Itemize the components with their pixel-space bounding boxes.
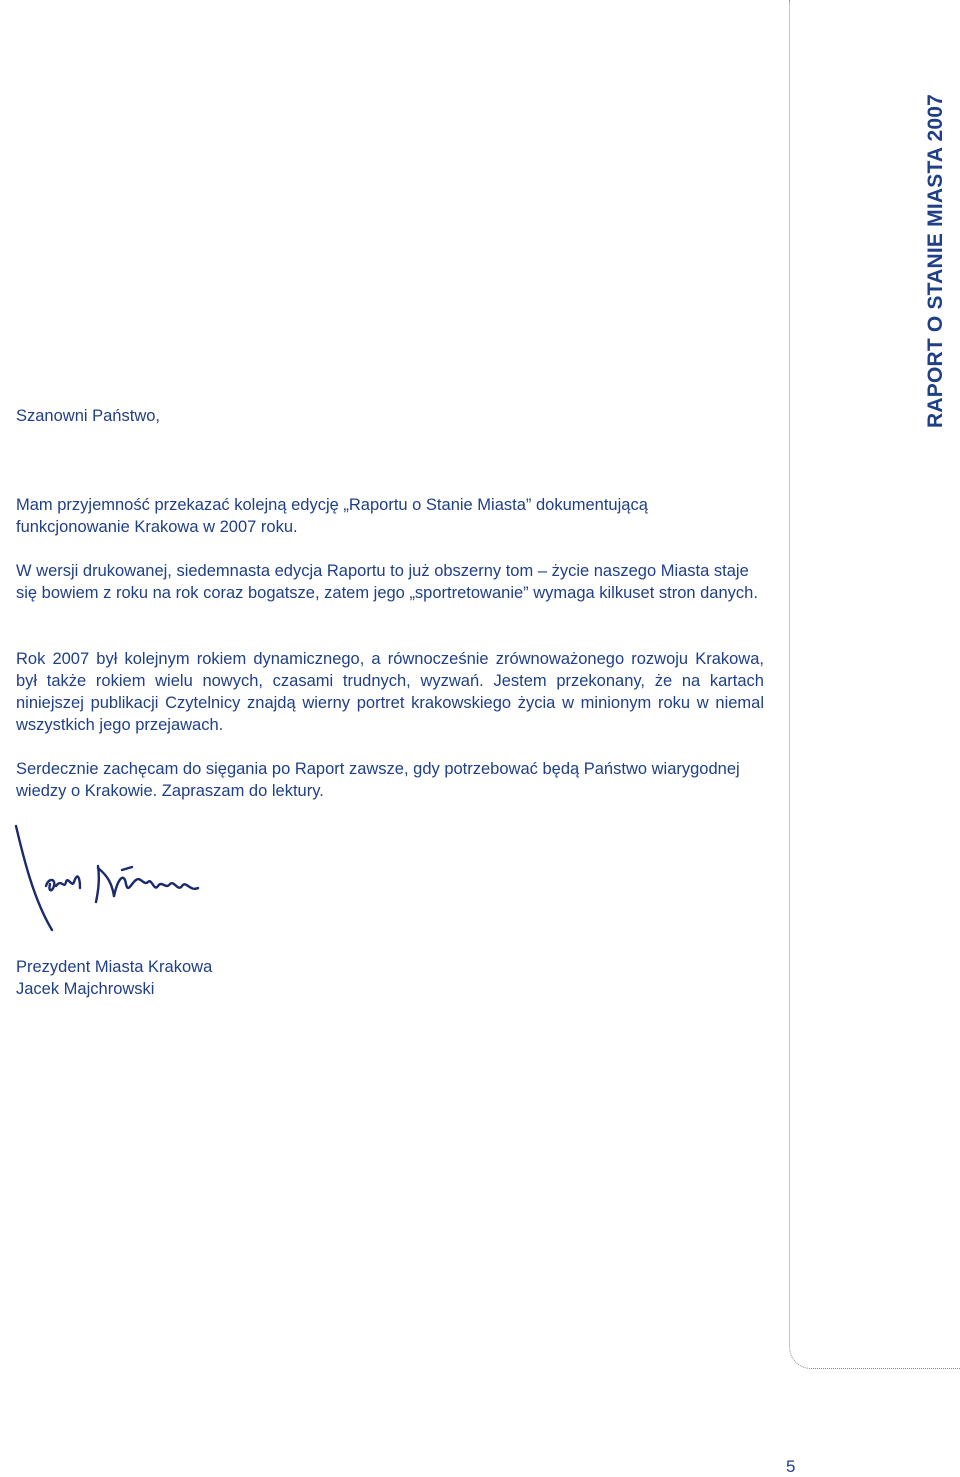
paragraph-2-text: W wersji drukowanej, siedemnasta edycja Raportu to już obszerny tom – życie naszego Miasta staje się bowiem z roku na rok coraz bogatsze, zatem jego „sportretowanie” wymaga kilkuset stron danych.	[16, 562, 758, 602]
paragraph-2	[16, 560, 764, 604]
salutation: Szanowni Państwo,	[16, 407, 160, 425]
signatory-name: Jacek Majchrowski	[16, 980, 155, 998]
page-number: 5	[786, 1457, 796, 1476]
paragraph-3-text: Rok 2007 był kolejnym rokiem dynamicznego, a równocześnie zrównoważonego rozwoju Krakowa, był także rokiem wielu nowych, czasami trudnych, wyzwań. Jestem przekonany, że na kartach niniejszej publikacji Czytelnicy znajdą wierny portret krakowskiego życia w minionym roku w niemal wszystkich jego przejawach.	[16, 650, 764, 734]
paragraph-1	[16, 494, 764, 538]
signatory-title: Prezydent Miasta Krakowa	[16, 958, 213, 976]
paragraph-1-text: Mam przyjemność przekazać kolejną edycję „Raportu o Stanie Miasta” dokumentującą funkcjonowanie Krakowa w 2007 roku.	[16, 496, 648, 536]
paragraph-4-text: Serdecznie zachęcam do sięgania po Raport zawsze, gdy potrzebować będą Państwo wiarygodnej wiedzy o Krakowie. Zapraszam do lektury.	[16, 760, 740, 800]
signature-block	[16, 956, 212, 1000]
paragraph-4	[16, 758, 764, 802]
paragraph-3	[16, 648, 764, 736]
handwritten-signature	[8, 820, 238, 940]
report-side-title: RAPORT O STANIE MIASTA 2007	[924, 93, 947, 428]
